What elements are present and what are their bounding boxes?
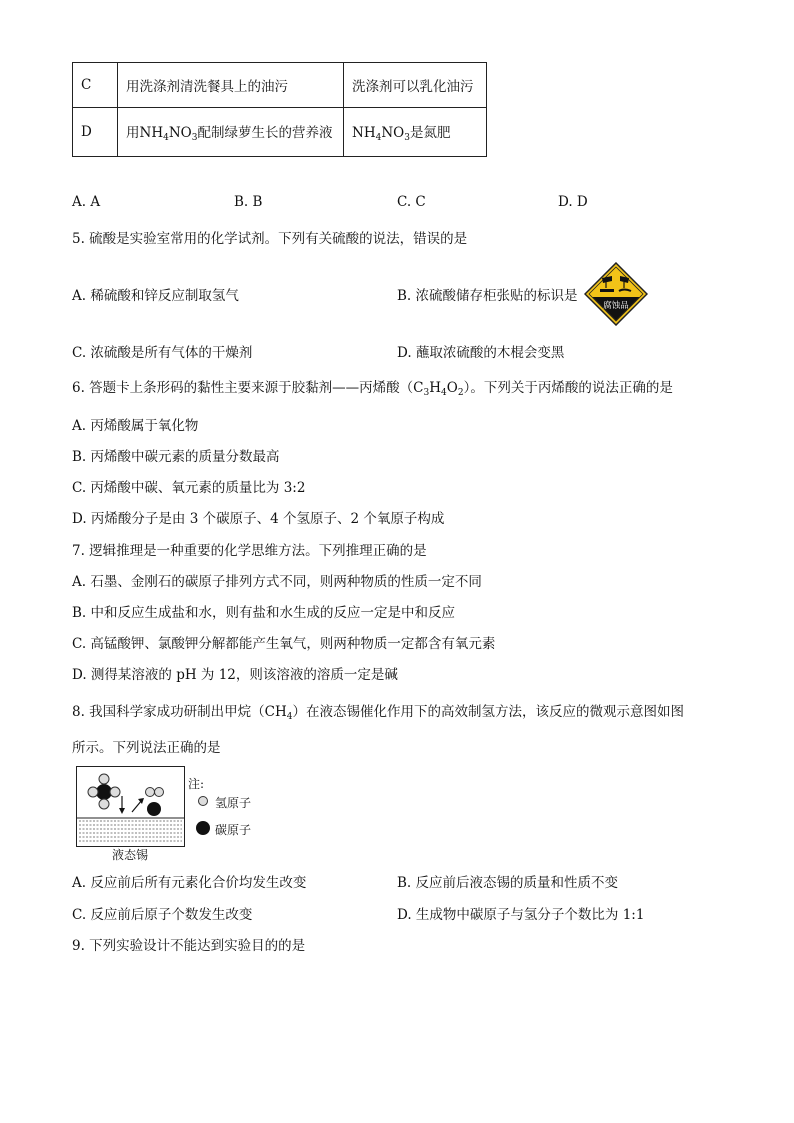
q6-stem	[72, 376, 673, 398]
q7-option-b[interactable]: B. 中和反应生成盐和水，则有盐和水生成的反应一定是中和反应	[72, 605, 456, 621]
q6-stem-pre: 6. 答题卡上条形码的黏性主要来源于胶黏剂——丙烯酸（	[72, 380, 414, 396]
table-row	[73, 108, 487, 157]
table-cell-item	[118, 108, 344, 157]
q5-option-c[interactable]: C. 浓硫酸是所有气体的干燥剂	[72, 345, 253, 361]
reason-suffix: 是氮肥	[409, 125, 451, 141]
q7-stem: 7. 逻辑推理是一种重要的化学思维方法。下列推理正确的是	[72, 543, 427, 559]
q6-stem-post: ）。下列关于丙烯酸的说法正确的是	[463, 380, 673, 396]
diagram-note: 注:	[188, 777, 205, 791]
q4-option-c[interactable]: C. C	[397, 194, 426, 210]
table-cell-letter: C	[73, 63, 118, 108]
q6-option-d[interactable]: D. 丙烯酸分子是由 3 个碳原子、4 个氢原子、2 个氧原子构成	[72, 511, 445, 527]
q8-stem-post: ）在液态锡催化作用下的高效制氢方法，该反应的微观示意图如图	[292, 704, 685, 720]
q8-option-d[interactable]: D. 生成物中碳原子与氢分子个数比为 1:1	[397, 907, 645, 923]
q6-option-a[interactable]: A. 丙烯酸属于氧化物	[72, 418, 199, 434]
q6-option-b[interactable]: B. 丙烯酸中碳元素的质量分数最高	[72, 449, 280, 465]
q7-option-d[interactable]: D. 测得某溶液的 pH 为 12，则该溶液的溶质一定是碱	[72, 667, 398, 683]
q7-option-a[interactable]: A. 石墨、金刚石的碳原子排列方式不同，则两种物质的性质一定不同	[72, 574, 482, 590]
q4-option-a[interactable]: A. A	[72, 194, 101, 210]
q8-stem-line2: 所示。下列说法正确的是	[72, 740, 221, 756]
table-cell-item: 用洗涤剂清洗餐具上的油污	[118, 63, 344, 108]
legend-hydrogen-atom: 氢原子	[215, 796, 252, 810]
q4-option-b[interactable]: B. B	[234, 194, 263, 210]
hazard-label: 腐蚀品	[603, 301, 629, 311]
liquid-tin-label: 液态锡	[112, 848, 149, 862]
table-row	[73, 63, 487, 108]
q5-option-b[interactable]: B. 浓硫酸储存柜张贴的标识是	[397, 288, 578, 304]
legend-carbon-atom: 碳原子	[215, 823, 252, 837]
q9-stem: 9. 下列实验设计不能达到实验目的的是	[72, 938, 306, 954]
table-cell-reason	[344, 108, 487, 157]
formula-nh4no3: $NH_4NO_3$	[352, 125, 410, 143]
options-table	[72, 62, 487, 157]
q5-option-a[interactable]: A. 稀硫酸和锌反应制取氢气	[72, 288, 239, 304]
q4-option-d[interactable]: D. D	[558, 194, 588, 210]
q5-option-d[interactable]: D. 蘸取浓硫酸的木棍会变黑	[397, 345, 565, 361]
table-cell-reason: 洗涤剂可以乳化油污	[344, 63, 487, 108]
q7-option-c[interactable]: C. 高锰酸钾、氯酸钾分解都能产生氧气，则两种物质一定都含有氧元素	[72, 636, 496, 652]
formula-nh4no3: $NH_4NO_3$	[139, 125, 198, 143]
item-suffix: 配制绿萝生长的营养液	[197, 125, 333, 141]
q5-stem: 5. 硫酸是实验室常用的化学试剂。下列有关硫酸的说法，错误的是	[72, 231, 468, 247]
q8-option-a[interactable]: A. 反应前后所有元素化合价均发生改变	[72, 875, 307, 891]
q8-stem-pre: 8. 我国科学家成功研制出甲烷（	[72, 704, 265, 720]
table-cell-letter: D	[73, 108, 118, 157]
formula-ch4: $CH_4$	[264, 704, 293, 722]
q8-option-b[interactable]: B. 反应前后液态锡的质量和性质不变	[397, 875, 619, 891]
q8-stem	[72, 700, 684, 722]
reaction-diagram	[76, 766, 276, 866]
item-prefix: 用	[126, 125, 140, 141]
formula-c3h4o2: $C_3H_4O_2$	[413, 380, 464, 398]
corrosive-hazard-icon	[584, 262, 648, 326]
q8-option-c[interactable]: C. 反应前后原子个数发生改变	[72, 907, 253, 923]
q6-option-c[interactable]: C. 丙烯酸中碳、氧元素的质量比为 3:2	[72, 480, 306, 496]
